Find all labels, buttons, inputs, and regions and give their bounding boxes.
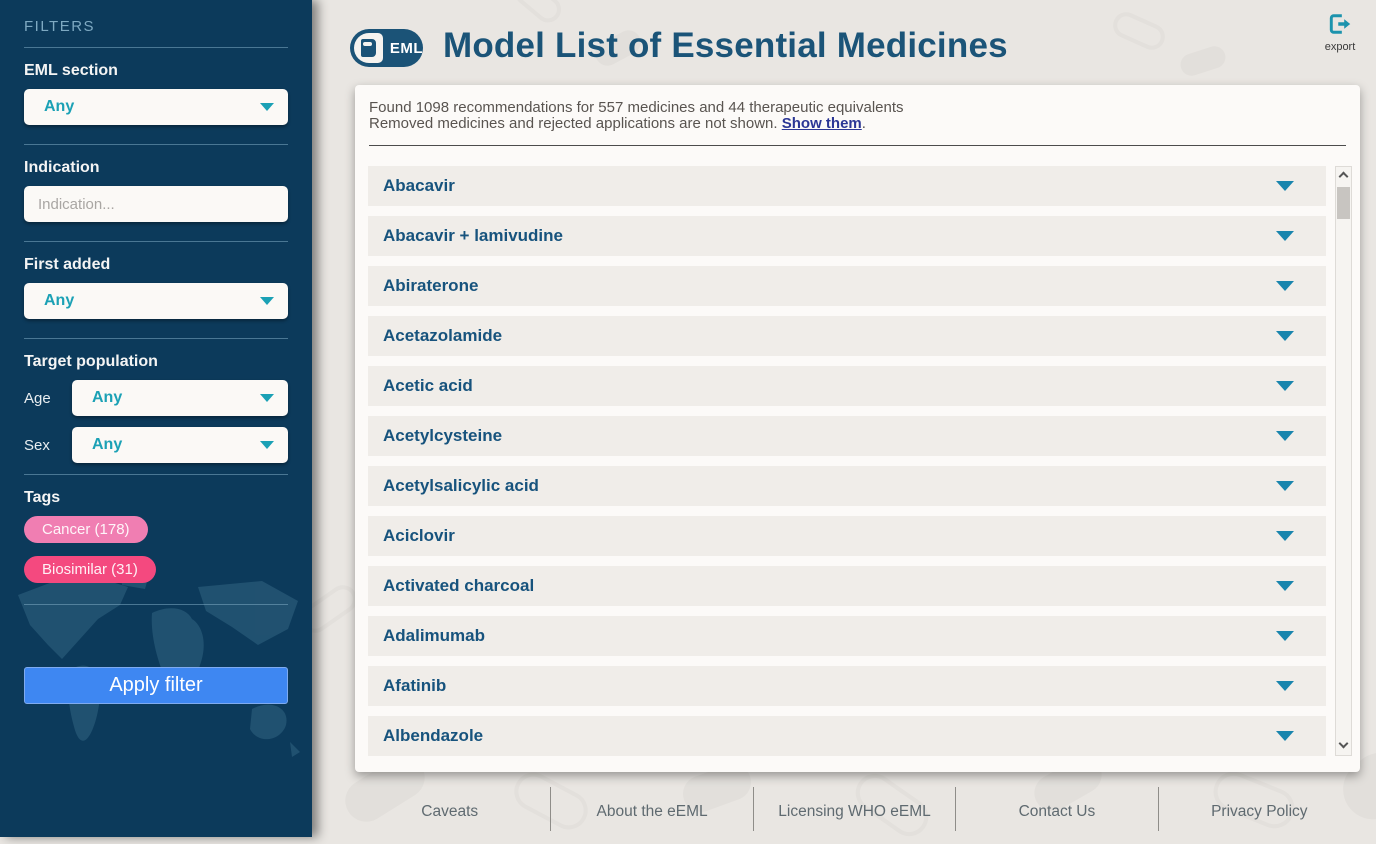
medicine-name: Abiraterone bbox=[383, 276, 479, 295]
divider bbox=[24, 604, 288, 605]
medicine-row[interactable] bbox=[368, 566, 1326, 606]
medicine-name: Activated charcoal bbox=[383, 576, 535, 595]
chevron-down-icon bbox=[260, 394, 274, 402]
medicine-name: Acetylsalicylic acid bbox=[383, 476, 539, 495]
chevron-down-icon bbox=[1276, 481, 1294, 491]
medicine-row[interactable] bbox=[368, 216, 1326, 256]
chevron-down-icon bbox=[260, 103, 274, 111]
export-button[interactable] bbox=[1314, 13, 1366, 53]
summary-line2: Removed medicines and rejected applications are not shown. Show them. bbox=[369, 115, 866, 132]
page-title: Model List of Essential Medicines bbox=[443, 26, 1008, 65]
medicine-row[interactable] bbox=[368, 266, 1326, 306]
chevron-down-icon bbox=[1276, 631, 1294, 641]
scroll-down-icon[interactable] bbox=[1339, 739, 1349, 749]
indication-input[interactable] bbox=[24, 186, 288, 222]
medicine-row[interactable] bbox=[368, 716, 1326, 756]
chevron-down-icon bbox=[1276, 381, 1294, 391]
footer-link[interactable]: About the eEML bbox=[596, 803, 708, 820]
divider bbox=[24, 144, 288, 145]
scrollbar[interactable] bbox=[1335, 166, 1352, 756]
eml-section-select[interactable] bbox=[24, 89, 288, 125]
eml-section-value: Any bbox=[44, 98, 75, 115]
chevron-down-icon bbox=[260, 297, 274, 305]
chevron-down-icon bbox=[260, 441, 274, 449]
results-card bbox=[355, 85, 1360, 772]
chevron-down-icon bbox=[1276, 731, 1294, 741]
chevron-down-icon bbox=[1276, 531, 1294, 541]
results-summary bbox=[355, 85, 1360, 132]
medicine-name: Acetazolamide bbox=[383, 326, 503, 345]
medicine-row[interactable] bbox=[368, 166, 1326, 206]
age-select[interactable] bbox=[72, 380, 288, 416]
first-added-select[interactable] bbox=[24, 283, 288, 319]
medicine-row[interactable] bbox=[368, 666, 1326, 706]
medicine-name: Aciclovir bbox=[383, 526, 455, 545]
tag-pill[interactable]: Cancer (178) bbox=[24, 516, 148, 543]
medicine-name: Acetic acid bbox=[383, 376, 473, 395]
eml-section-label: EML section bbox=[24, 62, 118, 79]
pill-watermark bbox=[510, 0, 567, 28]
show-them-link[interactable]: Show them bbox=[781, 115, 862, 132]
pill-watermark bbox=[1178, 43, 1229, 78]
divider bbox=[24, 474, 288, 475]
medicine-name: Albendazole bbox=[383, 726, 484, 745]
first-added-label: First added bbox=[24, 256, 111, 273]
medicine-row[interactable] bbox=[368, 366, 1326, 406]
filters-sidebar bbox=[0, 0, 312, 837]
tag-pill[interactable]: Biosimilar (31) bbox=[24, 556, 156, 583]
sex-value: Any bbox=[92, 436, 123, 453]
chevron-down-icon bbox=[1276, 231, 1294, 241]
footer bbox=[349, 787, 1360, 837]
divider bbox=[24, 241, 288, 242]
apply-filter-button[interactable]: Apply filter bbox=[24, 667, 288, 704]
summary-divider bbox=[369, 145, 1346, 146]
medicine-row[interactable] bbox=[368, 316, 1326, 356]
medicine-name: Afatinib bbox=[383, 676, 447, 695]
medicine-list bbox=[368, 166, 1326, 766]
chevron-down-icon bbox=[1276, 181, 1294, 191]
sex-select[interactable] bbox=[72, 427, 288, 463]
export-icon bbox=[1328, 13, 1352, 35]
pill-watermark bbox=[1109, 8, 1169, 54]
footer-link[interactable]: Caveats bbox=[421, 803, 479, 820]
age-label: Age bbox=[24, 389, 51, 407]
tags-container bbox=[24, 516, 288, 596]
medicine-name: Abacavir bbox=[383, 176, 455, 195]
medicine-name: Adalimumab bbox=[383, 626, 486, 645]
scrollbar-thumb[interactable] bbox=[1337, 187, 1350, 219]
summary-line1: Found 1098 recommendations for 557 medicines and 44 therapeutic equivalents bbox=[369, 99, 904, 116]
eml-logo[interactable] bbox=[350, 29, 423, 67]
medicine-row[interactable] bbox=[368, 466, 1326, 506]
first-added-value: Any bbox=[44, 292, 75, 309]
target-population-label: Target population bbox=[24, 353, 158, 370]
chevron-down-icon bbox=[1276, 331, 1294, 341]
medicine-row[interactable] bbox=[368, 516, 1326, 556]
medicine-name: Acetylcysteine bbox=[383, 426, 503, 445]
medicine-row[interactable] bbox=[368, 616, 1326, 656]
chevron-down-icon bbox=[1276, 431, 1294, 441]
chevron-down-icon bbox=[1276, 281, 1294, 291]
scroll-up-icon[interactable] bbox=[1339, 172, 1349, 182]
medicine-name: Abacavir + lamivudine bbox=[383, 226, 563, 245]
footer-link[interactable]: Licensing WHO eEML bbox=[778, 803, 931, 820]
divider bbox=[24, 338, 288, 339]
age-value: Any bbox=[92, 389, 123, 406]
tags-label: Tags bbox=[24, 489, 61, 506]
footer-link[interactable]: Contact Us bbox=[1018, 803, 1096, 820]
export-label: export bbox=[1324, 41, 1356, 53]
chevron-down-icon bbox=[1276, 681, 1294, 691]
chevron-down-icon bbox=[1276, 581, 1294, 591]
filters-title: FILTERS bbox=[24, 18, 96, 35]
main-content bbox=[312, 0, 1376, 837]
medicine-row[interactable] bbox=[368, 416, 1326, 456]
logo-text: EML bbox=[389, 39, 423, 57]
sex-label: Sex bbox=[24, 436, 50, 454]
footer-link[interactable]: Privacy Policy bbox=[1211, 803, 1308, 820]
book-icon bbox=[354, 33, 383, 63]
divider bbox=[24, 47, 288, 48]
indication-label: Indication bbox=[24, 159, 100, 176]
